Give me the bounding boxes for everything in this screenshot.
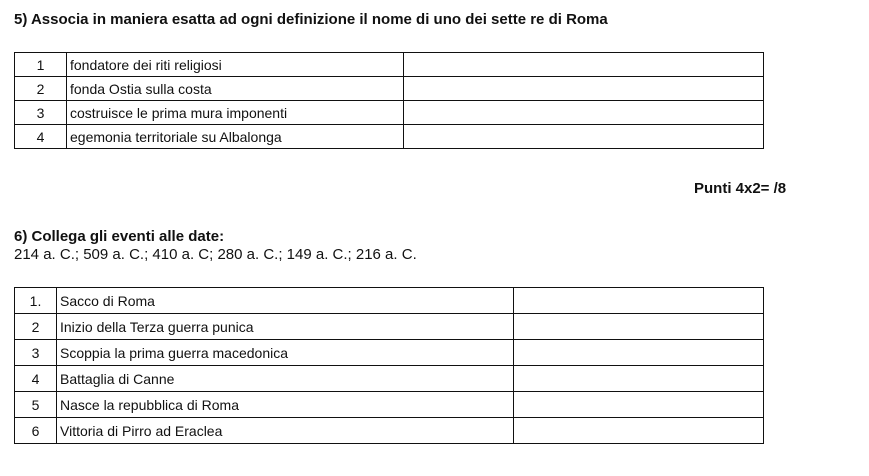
row-number: 4 bbox=[15, 366, 57, 392]
event-cell: Nasce la repubblica di Roma bbox=[57, 392, 514, 418]
row-number: 3 bbox=[15, 340, 57, 366]
event-cell: Scoppia la prima guerra macedonica bbox=[57, 340, 514, 366]
table-row bbox=[15, 53, 764, 77]
dates-list: 214 a. C.; 509 a. C.; 410 a. C; 280 a. C.; 149 a. C.; 216 a. C. bbox=[14, 246, 417, 263]
answer-cell[interactable] bbox=[514, 314, 764, 340]
table-row bbox=[15, 340, 764, 366]
table-row bbox=[15, 77, 764, 101]
table-row bbox=[15, 314, 764, 340]
definition-cell: fondatore dei riti religiosi bbox=[67, 53, 404, 77]
answer-cell[interactable] bbox=[404, 53, 764, 77]
event-cell: Battaglia di Canne bbox=[57, 366, 514, 392]
question-5-score: Punti 4x2= /8 bbox=[694, 180, 787, 197]
question-5-title: 5) Associa in maniera esatta ad ogni definizione il nome di uno dei sette re di Roma bbox=[14, 11, 608, 28]
definition-cell: fonda Ostia sulla costa bbox=[67, 77, 404, 101]
table-row bbox=[15, 125, 764, 149]
answer-cell[interactable] bbox=[514, 418, 764, 444]
row-number: 4 bbox=[15, 125, 67, 149]
answer-cell[interactable] bbox=[514, 288, 764, 314]
answer-cell[interactable] bbox=[404, 101, 764, 125]
event-cell: Inizio della Terza guerra punica bbox=[57, 314, 514, 340]
question-6-title: 6) Collega gli eventi alle date: bbox=[14, 228, 225, 245]
definition-cell: egemonia territoriale su Albalonga bbox=[67, 125, 404, 149]
row-number: 3 bbox=[15, 101, 67, 125]
answer-cell[interactable] bbox=[514, 392, 764, 418]
answer-cell[interactable] bbox=[404, 125, 764, 149]
table-row bbox=[15, 366, 764, 392]
row-number: 5 bbox=[15, 392, 57, 418]
definition-cell: costruisce le prima mura imponenti bbox=[67, 101, 404, 125]
row-number: 6 bbox=[15, 418, 57, 444]
events-dates-table bbox=[14, 287, 764, 444]
row-number: 2 bbox=[15, 314, 57, 340]
answer-cell[interactable] bbox=[514, 340, 764, 366]
table-row bbox=[15, 101, 764, 125]
kings-definition-table bbox=[14, 52, 764, 149]
event-cell: Sacco di Roma bbox=[57, 288, 514, 314]
event-cell: Vittoria di Pirro ad Eraclea bbox=[57, 418, 514, 444]
answer-cell[interactable] bbox=[514, 366, 764, 392]
table-row bbox=[15, 418, 764, 444]
row-number: 1. bbox=[15, 288, 57, 314]
answer-cell[interactable] bbox=[404, 77, 764, 101]
row-number: 1 bbox=[15, 53, 67, 77]
row-number: 2 bbox=[15, 77, 67, 101]
table-row bbox=[15, 392, 764, 418]
table-row bbox=[15, 288, 764, 314]
